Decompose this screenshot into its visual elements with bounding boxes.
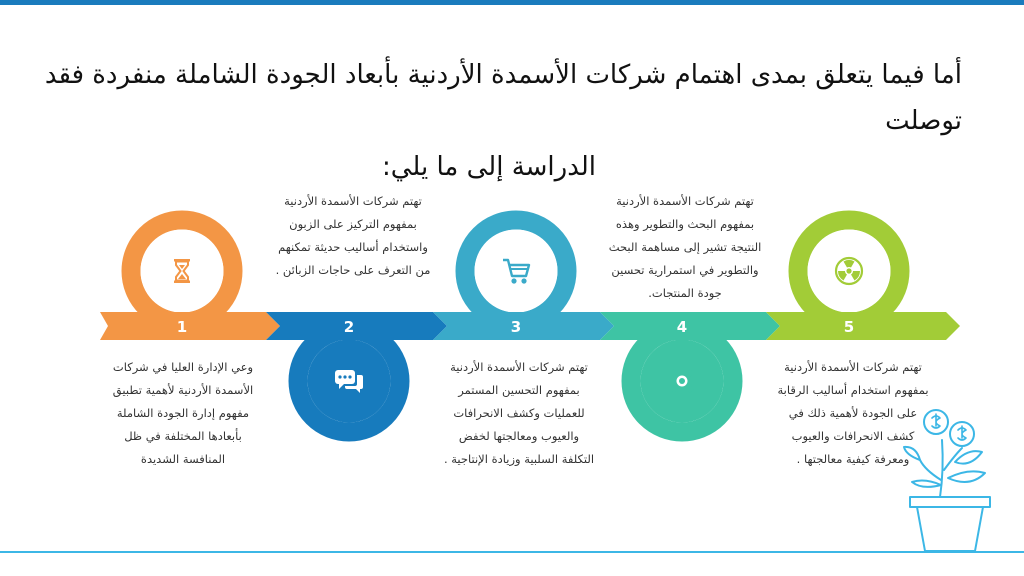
step-3-number: 3	[510, 318, 522, 336]
step-4-description-line: بمفهوم البحث والتطوير وهذه	[615, 217, 755, 231]
bottom-accent-line	[0, 551, 1024, 553]
step-5-arrow	[766, 312, 960, 340]
step-4-description-line: تهتم شركات الأسمدة الأردنية	[616, 194, 754, 208]
step-3-description-line: والعيوب ومعالجتها لخفض	[458, 429, 580, 443]
step-3-description-line: للعمليات وكشف الانحرافات	[453, 406, 585, 420]
step-1-description	[88, 356, 278, 471]
step-4-description-line: النتيجة تشير إلى مساهمة البحث	[608, 240, 762, 254]
step-3-description-line: التكلفة السلبية وزيادة الإنتاجية .	[443, 452, 595, 466]
step-1-number: 1	[176, 318, 188, 336]
step-5-description	[758, 356, 948, 471]
step-3-description-line: بمفهوم التحسين المستمر	[458, 383, 580, 397]
step-2-number: 2	[343, 318, 355, 336]
step-3-ring-center	[475, 230, 558, 313]
step-1-description-line: وعي الإدارة العليا في شركات	[112, 360, 254, 374]
step-4-arrow	[600, 312, 780, 340]
step-1-description-line: بأبعادها المختلفة في ظل	[124, 429, 242, 443]
step-4-number: 4	[676, 318, 688, 336]
step-2-description	[258, 190, 448, 282]
step-2-description-line: بمفهوم التركيز على الزبون	[289, 217, 417, 231]
step-5-description-line: بمفهوم استخدام أساليب الرقابة	[777, 383, 929, 397]
title-line-1: أما فيما يتعلق بمدى اهتمام شركات الأسمدة الأردنية بأبعاد الجودة الشاملة منفردة فقد توصلت	[44, 60, 962, 136]
step-1-description-line: الأسمدة الأردنية لأهمية تطبيق	[112, 383, 254, 397]
step-1-description-line: مفهوم إدارة الجودة الشاملة	[116, 406, 250, 420]
step-2-description-line: واستخدام أساليب حديثة تمكنهم	[278, 240, 428, 254]
step-5-number: 5	[843, 318, 855, 336]
step-1-ring-center	[141, 230, 224, 313]
step-5-description-line: على الجودة لأهمية ذلك في	[788, 406, 918, 420]
step-4-description	[590, 190, 780, 305]
step-4-description-line: والتطوير في استمرارية تحسين	[611, 263, 759, 277]
step-2-arrow	[266, 312, 447, 340]
step-2-description-line: تهتم شركات الأسمدة الأردنية	[284, 194, 422, 208]
step-2-description-line: من التعرف على حاجات الزبائن .	[275, 263, 431, 277]
step-3-arrow	[433, 312, 614, 340]
step-1-description-line: المنافسة الشديدة	[140, 452, 226, 466]
title-line-2: الدراسة إلى ما يلي:	[381, 152, 596, 182]
step-5-description-line: ومعرفة كيفية معالجتها .	[796, 452, 910, 466]
step-4-description-line: جودة المنتجات.	[648, 286, 722, 300]
gear-icon	[668, 367, 696, 395]
step-5-description-line: كشف الانحرافات والعيوب	[791, 429, 915, 443]
step-5-description-line: تهتم شركات الأسمدة الأردنية	[784, 360, 922, 374]
step-3-description	[424, 356, 614, 471]
step-3-description-line: تهتم شركات الأسمدة الأردنية	[450, 360, 588, 374]
step-1-arrow	[100, 312, 280, 340]
